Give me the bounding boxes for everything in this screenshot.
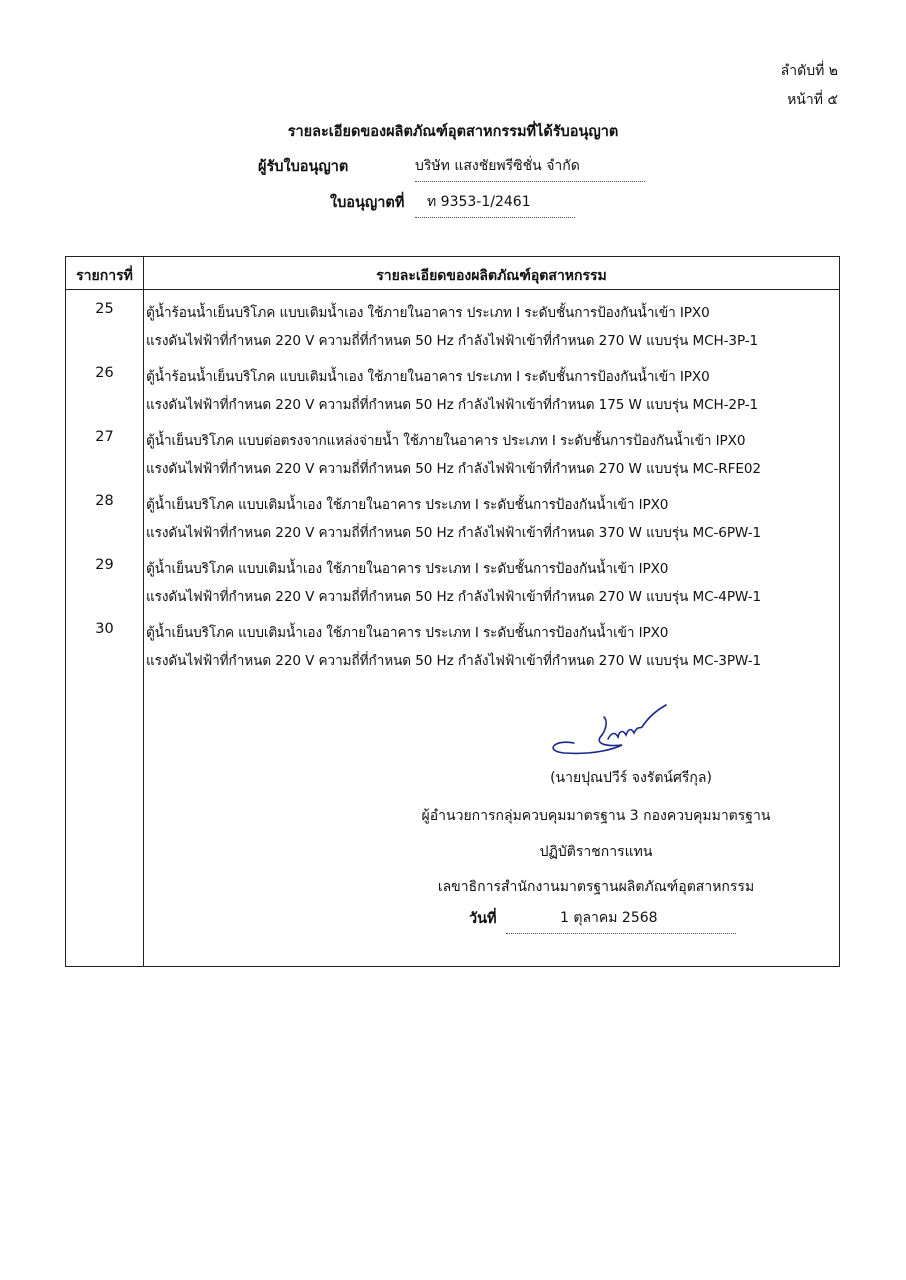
document-title: รายละเอียดของผลิตภัณฑ์อุตสาหกรรมที่ได้รับอนุญาต: [287, 124, 619, 140]
row-description-line1: ตู้น้ำเย็นบริโภค แบบเติมน้ำเอง ใช้ภายในอาคาร ประเภท I ระดับชั้นการป้องกันน้ำเข้า IPX0: [146, 625, 669, 641]
table-row: [66, 291, 839, 355]
signatory-position-1: ผู้อำนวยการกลุ่มควบคุมมาตรฐาน 3 กองควบคุมมาตรฐาน: [421, 808, 771, 824]
sequence-number: ลำดับที่ ๒: [780, 63, 838, 79]
date-value-text: 1 ตุลาคม 2568: [560, 910, 658, 926]
column-header-description: รายละเอียดของผลิตภัณฑ์อุตสาหกรรม: [376, 268, 607, 284]
date-label: วันที่: [469, 911, 497, 927]
signatory-position-3: เลขาธิการสำนักงานมาตรฐานผลิตภัณฑ์อุตสาหกรรม: [437, 879, 755, 895]
signatory-name: (นายปุณปวีร์ จงรัตน์ศรีกุล): [550, 770, 712, 786]
row-description-line1: ตู้น้ำร้อนน้ำเย็นบริโภค แบบเติมน้ำเอง ใช้ภายในอาคาร ประเภท I ระดับชั้นการป้องกันน้ำเข้า IPX0: [146, 305, 710, 321]
page-number: หน้าที่ ๕: [787, 92, 838, 108]
column-header-item-no: รายการที่: [76, 268, 133, 284]
row-number: 28: [95, 493, 114, 509]
signature-stroke-name: [608, 705, 666, 739]
table-row: [66, 547, 839, 611]
row-description-line2: แรงดันไฟฟ้าที่กำหนด 220 V ความถี่ที่กำหนด 50 Hz กำลังไฟฟ้าเข้าที่กำหนด 270 W แบบรุ่น MC-3PW-1: [146, 653, 762, 669]
license-no-value: [415, 191, 575, 218]
row-description-line1: ตู้น้ำเย็นบริโภค แบบเติมน้ำเอง ใช้ภายในอาคาร ประเภท I ระดับชั้นการป้องกันน้ำเข้า IPX0: [146, 561, 669, 577]
row-number: 26: [95, 365, 114, 381]
row-number: 27: [95, 429, 114, 445]
licensee-value-text: บริษัท แสงชัยพรีซิชั่น จำกัด: [415, 158, 580, 174]
row-number: 29: [95, 557, 114, 573]
row-description-line2: แรงดันไฟฟ้าที่กำหนด 220 V ความถี่ที่กำหนด 50 Hz กำลังไฟฟ้าเข้าที่กำหนด 270 W แบบรุ่น MC-RFE02: [146, 461, 761, 477]
license-no-label: ใบอนุญาตที่: [330, 195, 405, 211]
licensee-label: ผู้รับใบอนุญาต: [258, 159, 349, 175]
licensee-value: [415, 155, 645, 182]
signature-stroke-loop: [553, 717, 622, 753]
date-value: [506, 907, 736, 934]
header-divider: [66, 289, 839, 290]
row-description-line1: ตู้น้ำร้อนน้ำเย็นบริโภค แบบเติมน้ำเอง ใช้ภายในอาคาร ประเภท I ระดับชั้นการป้องกันน้ำเข้า IPX0: [146, 369, 710, 385]
table-row: [66, 483, 839, 547]
row-description-line2: แรงดันไฟฟ้าที่กำหนด 220 V ความถี่ที่กำหนด 50 Hz กำลังไฟฟ้าเข้าที่กำหนด 370 W แบบรุ่น MC-6PW-1: [146, 525, 762, 541]
row-number: 30: [95, 621, 114, 637]
product-table: [65, 256, 840, 967]
table-row: [66, 355, 839, 419]
row-description-line2: แรงดันไฟฟ้าที่กำหนด 220 V ความถี่ที่กำหนด 50 Hz กำลังไฟฟ้าเข้าที่กำหนด 270 W แบบรุ่น MC-4PW-1: [146, 589, 762, 605]
row-description-line2: แรงดันไฟฟ้าที่กำหนด 220 V ความถี่ที่กำหนด 50 Hz กำลังไฟฟ้าเข้าที่กำหนด 270 W แบบรุ่น MCH-3P-1: [146, 333, 759, 349]
row-description-line1: ตู้น้ำเย็นบริโภค แบบต่อตรงจากแหล่งจ่ายน้ำ ใช้ภายในอาคาร ประเภท I ระดับชั้นการป้องกันน้ำเข้า IPX0: [146, 433, 746, 449]
row-number: 25: [95, 301, 114, 317]
signatory-position-2: ปฏิบัติราชการแทน: [539, 844, 653, 860]
signature-mark: [534, 699, 674, 759]
table-row: [66, 611, 839, 675]
license-no-value-text: ท 9353-1/2461: [427, 194, 531, 210]
row-description-line1: ตู้น้ำเย็นบริโภค แบบเติมน้ำเอง ใช้ภายในอาคาร ประเภท I ระดับชั้นการป้องกันน้ำเข้า IPX0: [146, 497, 669, 513]
row-description-line2: แรงดันไฟฟ้าที่กำหนด 220 V ความถี่ที่กำหนด 50 Hz กำลังไฟฟ้าเข้าที่กำหนด 175 W แบบรุ่น MCH-2P-1: [146, 397, 759, 413]
table-row: [66, 419, 839, 483]
